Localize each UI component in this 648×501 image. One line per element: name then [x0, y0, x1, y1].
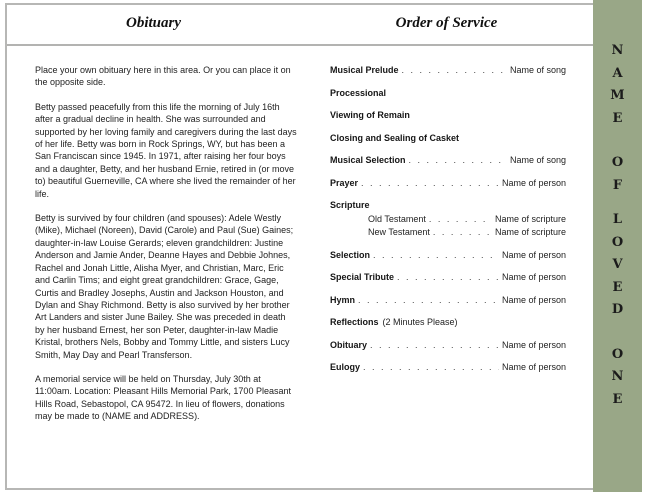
sidebar-letter: A	[612, 65, 623, 81]
order-item	[330, 87, 566, 100]
order-item-line	[330, 226, 566, 239]
order-item-line	[330, 154, 566, 167]
order-item-value: Name of person	[501, 294, 566, 305]
dotted-leader	[361, 177, 499, 190]
order-item-value: Name of scripture	[494, 214, 566, 224]
sidebar-letter: F	[612, 177, 623, 193]
dotted-leader	[433, 226, 492, 239]
order-item-line	[330, 132, 566, 145]
obituary-title: Obituary	[125, 15, 181, 31]
right-page-header	[300, 3, 593, 44]
order-item	[330, 177, 566, 190]
sidebar-word-of	[612, 152, 623, 197]
order-item	[330, 316, 566, 329]
sidebar-letter: E	[612, 110, 623, 126]
left-page-header	[7, 3, 300, 44]
order-item-line	[330, 213, 566, 226]
dotted-leader	[429, 213, 492, 226]
order-item	[330, 271, 566, 284]
order-item-line	[330, 87, 566, 100]
order-item-value: Name of person	[501, 339, 566, 350]
order-item-value: Name of song	[509, 155, 566, 165]
order-item-value: Name of person	[501, 249, 566, 260]
order-item-label: Musical Selection	[330, 155, 406, 165]
order-item-label: Closing and Sealing of Casket	[330, 132, 460, 143]
order-item-label: Eulogy	[330, 362, 361, 372]
sidebar-letter: N	[611, 43, 624, 58]
sidebar-letter: O	[611, 155, 624, 170]
order-item	[330, 64, 566, 77]
obituary-body	[35, 64, 297, 435]
order-of-service-title: Order of Service	[395, 15, 498, 31]
sidebar-letter: V	[612, 257, 623, 272]
order-item-value: Name of song	[509, 65, 566, 75]
name-of-loved-one-sidebar	[593, 0, 642, 492]
sidebar-word-name	[610, 40, 624, 130]
order-item	[330, 294, 566, 307]
order-item-label: Special Tribute	[330, 272, 395, 282]
obituary-paragraph-1: Place your own obituary here in this area. Or you can place it on the opposite side.	[35, 65, 291, 88]
dotted-leader	[358, 294, 499, 307]
order-item-label: Scripture	[330, 200, 370, 210]
sidebar-letter: N	[611, 369, 624, 384]
order-of-service-list	[330, 64, 566, 384]
order-item-value: Name of person	[501, 362, 566, 372]
order-item	[330, 199, 566, 239]
order-item-label: Processional	[330, 87, 387, 98]
obituary-paragraph-3: Betty is survived by four children (and spouses): Adele Westly (Mike), Michael (Noreen), David (Carole) and Paul (Sue) Gaines; daughter-in-law Louise Gerards; eleven grandchildren: Justine Anderson and Jamie Ander, Deanne Hayes and Debbie Johnes, Rachel and Jonah Little, Alisha Myer, and Christian, Marc, Eric and Carlin Tims; and eight great grandchildren: Grace, Gage, Curtis and Bradley Josephs, Austin and Jackson Houston, and Dylan and Shay Richmond. Betty is also survived by her brother Art Landers and sister June Bailey. She was preceded in death by her husband Ernest, her son Peter, daughter-in-law Madie Kristal, brothers Nels, Bobby and Tommy Little, and sisters Lucy Smith, May Day and Pearl Transferson.	[35, 213, 294, 360]
scripture-sub-items	[330, 213, 566, 239]
order-item-label: Obituary	[330, 339, 368, 350]
header-divider-line	[7, 44, 593, 46]
sidebar-letter: M	[610, 88, 625, 103]
order-item-value: Name of person	[501, 272, 566, 282]
order-item-suffix: (2 Minutes Please)	[382, 317, 458, 327]
scripture-sub-label: New Testament	[368, 227, 430, 237]
sidebar-letter: O	[611, 346, 624, 362]
order-item-line	[330, 361, 566, 374]
order-item-value: Name of scripture	[494, 227, 566, 237]
dotted-leader	[370, 339, 499, 352]
order-item-label: Hymn	[330, 294, 356, 305]
dotted-leader	[363, 361, 499, 374]
order-item-label: Reflections	[330, 317, 379, 327]
order-item	[330, 339, 566, 352]
order-item-label: Viewing of Remain	[330, 110, 410, 120]
order-item-line	[330, 64, 566, 77]
order-item	[330, 109, 566, 122]
dotted-leader	[402, 64, 507, 77]
order-item	[330, 154, 566, 167]
order-item-line	[330, 177, 566, 190]
sidebar-letter: O	[611, 234, 624, 250]
sidebar-letter: L	[612, 212, 623, 227]
order-item-line	[330, 249, 566, 262]
obituary-paragraph-4: A memorial service will be held on Thursday, July 30th at 11:00am. Location: Pleasant Hills Memorial Park, 1700 Pleasant Hills Road, Sebastopol, CA 95472. In lieu of flowers, donations may be made to (NAME and ADDRESS).	[35, 373, 291, 422]
order-item	[330, 132, 566, 145]
order-item	[330, 249, 566, 262]
order-item-line	[330, 294, 566, 307]
sidebar-word-one	[612, 344, 624, 412]
sidebar-word-loved	[612, 209, 623, 322]
obituary-paragraph-2: Betty passed peacefully from this life the morning of July 16th after a gradual decline in health. She was surrounded and supported by her loving family and caregivers during the last days of her life. Betty was born in Rock Springs, WY, but has been a San Franciscan since 1945. In 1971, after raising her four boys and a daughter, Betty, and her husband Ernie, retired in (or move to) beautiful Guerneville, CA where she lived the remainder of her life.	[35, 101, 297, 199]
dotted-leader	[373, 249, 499, 262]
order-item-line	[330, 109, 566, 122]
scripture-sub-label: Old Testament	[368, 214, 426, 224]
dotted-leader	[409, 154, 507, 167]
order-item-line	[330, 271, 566, 284]
sidebar-letter: E	[612, 279, 623, 295]
order-item-label: Selection	[330, 249, 371, 260]
sidebar-letter: E	[612, 391, 623, 407]
order-item	[330, 361, 566, 374]
order-item-line	[330, 316, 566, 329]
titles-row	[7, 3, 593, 44]
sidebar-letter: D	[611, 302, 624, 317]
order-item-value: Name of person	[501, 177, 566, 188]
dotted-leader	[397, 271, 499, 284]
order-item-line	[330, 339, 566, 352]
order-item-label: Prayer	[330, 177, 359, 188]
order-item-line	[330, 199, 566, 212]
order-item-label: Musical Prelude	[330, 65, 399, 75]
